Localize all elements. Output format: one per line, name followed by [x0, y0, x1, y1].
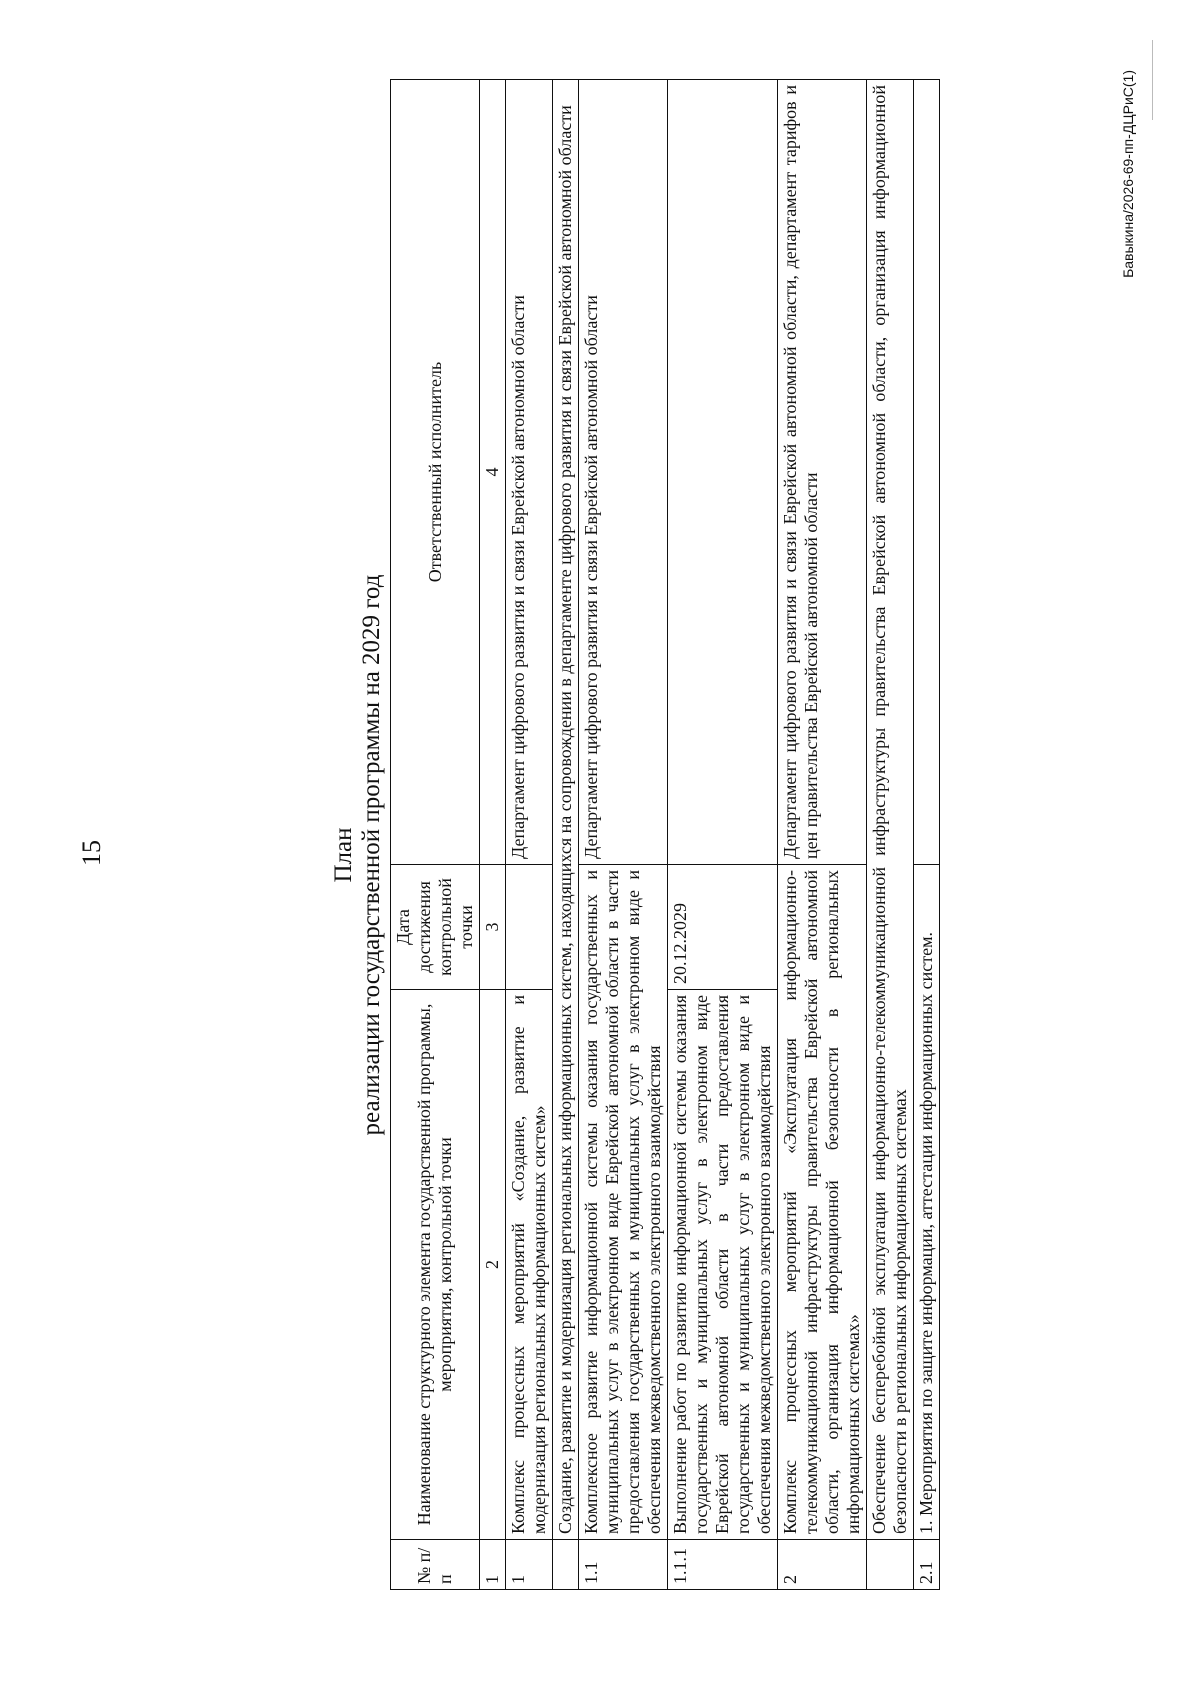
table-row [914, 80, 940, 1590]
table-row-task [553, 80, 579, 1590]
row-executor: Департамент цифрового развития и связи Еврейской автономной области [506, 80, 553, 865]
row-executor [914, 80, 940, 865]
table-row [668, 80, 778, 1590]
page-number: 15 [77, 840, 106, 866]
column-number: 2 [480, 990, 506, 1540]
row-num: 2 [778, 1540, 867, 1590]
row-task-text: Создание, развитие и модернизация региональных информационных систем, находящихся на сопровождении в департаменте цифрового развития и связи Еврейской автономной области [553, 80, 579, 1540]
row-date: 20.12.2029 [668, 865, 778, 990]
row-num [867, 1540, 914, 1590]
row-num: 2.1 [914, 1540, 940, 1590]
doc-title: План [330, 827, 357, 883]
row-num: 1 [506, 1540, 553, 1590]
header-executor: Ответственный исполнитель [391, 80, 480, 865]
row-date [506, 865, 553, 990]
row-name: Комплексное развитие информационной системы оказания государственных и муниципальных услуг в электронном виде Еврейской автономной области в части предоставления государственных и муниципальных услуг в электронном виде и обеспечения межведомственного электронного взаимодействия [579, 865, 668, 1540]
row-name: Комплекс процессных мероприятий «Создание, развитие и модернизация региональных информационных систем» [506, 990, 553, 1540]
row-name: Выполнение работ по развитию информационной системы оказания государственных и муниципальных услуг в электронном виде Еврейской автономной области в части предоставления государственных и муниципальных услуг в электронном виде и обеспечения межведомственного электронного взаимодействия [668, 990, 778, 1540]
row-executor: Департамент цифрового развития и связи Еврейской автономной области, департамент тарифов и цен правительства Еврейской автономной области [778, 80, 867, 865]
row-name: Комплекс процессных мероприятий «Эксплуатация информационно-телекоммуникационной инфраструктуры правительства Еврейской автономной области, организация информационной безопасности в региональных информационных системах» [778, 865, 867, 1540]
margin-mark [1152, 40, 1155, 120]
table-row [506, 80, 553, 1590]
table-row [579, 80, 668, 1590]
plan-table [390, 79, 940, 1590]
doc-subtitle: реализации государственной программы на 2029 год [358, 574, 385, 1136]
column-number: 1 [480, 1540, 506, 1590]
row-num: 1.1.1 [668, 1540, 778, 1590]
row-num [553, 1540, 579, 1590]
row-task-text: Обеспечение бесперебойной эксплуатации информационно-телекоммуникационной инфраструктуры правительства Еврейской автономной области, организация информационной безопасности в региональных информационных системах [867, 80, 914, 1540]
header-date: Дата достижения контрольной точки [391, 865, 480, 990]
row-executor [668, 80, 778, 865]
row-name: 1. Мероприятия по защите информации, аттестации информационных систем. [914, 865, 940, 1540]
table-row-task [867, 80, 914, 1590]
title-block [330, 90, 386, 1620]
column-number: 3 [480, 865, 506, 990]
column-number: 4 [480, 80, 506, 865]
row-num: 1.1 [579, 1540, 668, 1590]
table-column-numbers-row [480, 80, 506, 1590]
table-row [778, 80, 867, 1590]
rotated-page-content [330, 70, 1136, 1620]
header-name: Наименование структурного элемента государственной программы, мероприятия, контрольной точки [391, 990, 480, 1540]
table-header-row [391, 80, 480, 1590]
header-num: № п/п [391, 1540, 480, 1590]
document-code: Бавыкина/2026-69-пп-ДЦРиС(1) [1120, 70, 1136, 278]
row-executor: Департамент цифрового развития и связи Еврейской автономной области [579, 80, 668, 865]
